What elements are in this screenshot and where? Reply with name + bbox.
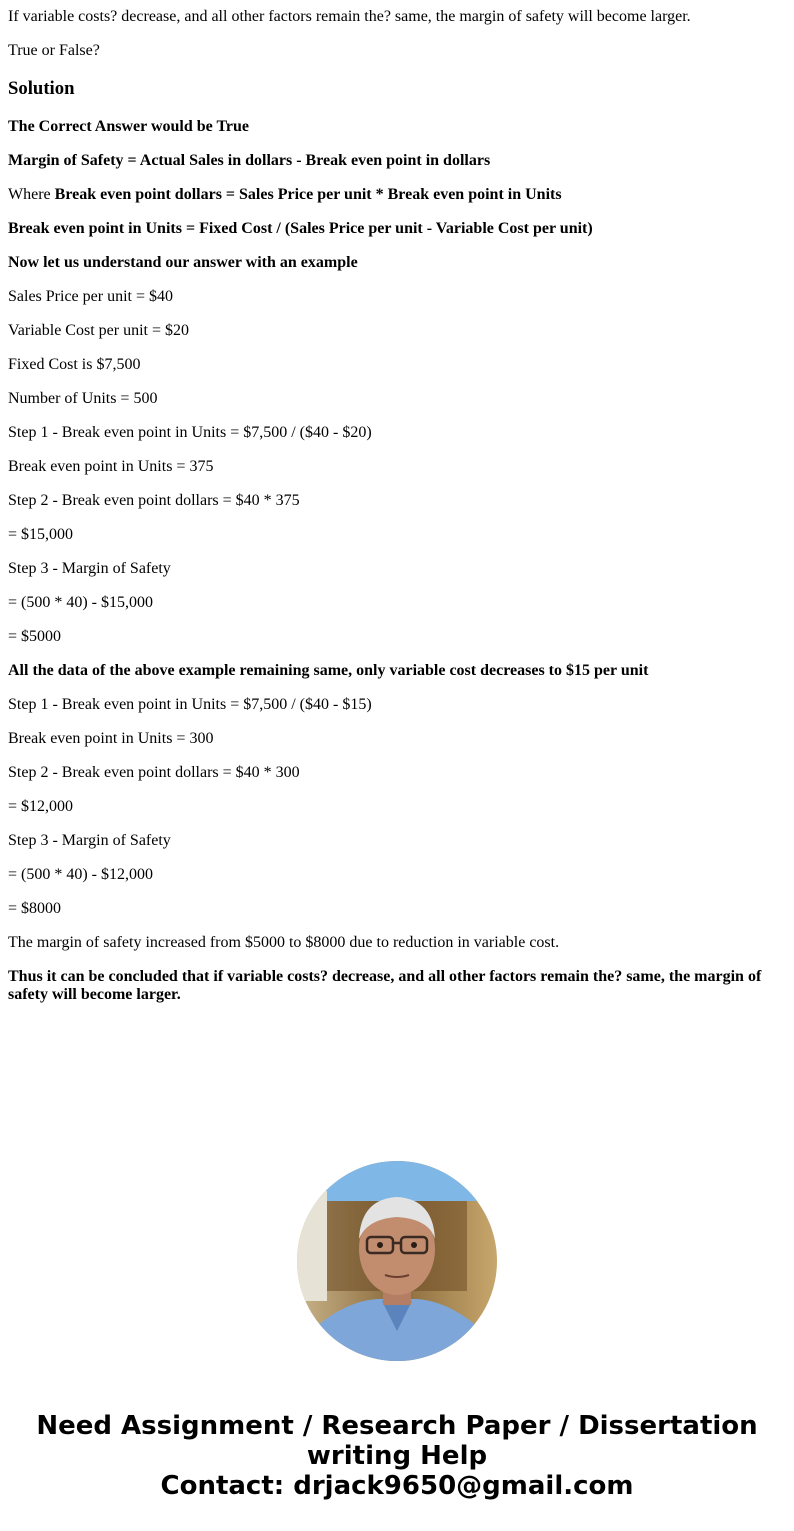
example2-line: Step 2 - Break even point dollars = $40 * 300: [8, 764, 300, 781]
example1-line: Fixed Cost is $7,500: [8, 356, 141, 373]
example1-line: Break even point in Units = 375: [8, 458, 214, 475]
example2-intro: All the data of the above example remaining same, only variable cost decreases to $15 per unit: [8, 662, 649, 679]
example1-line: Step 1 - Break even point in Units = $7,500 / ($40 - $20): [8, 424, 372, 441]
example1-line: = (500 * 40) - $15,000: [8, 594, 154, 611]
example2-line: = $8000: [8, 900, 62, 917]
question-prompt: True or False?: [8, 42, 100, 59]
where-prefix: Where: [8, 186, 55, 203]
footer-line: Need Assignment / Research Paper / Dissertation: [36, 1411, 758, 1441]
question-text: If variable costs? decrease, and all other factors remain the? same, the margin of safety will become larger.: [8, 8, 691, 25]
footer-ad: [0, 1411, 794, 1501]
formula-bep-units: Break even point in Units = Fixed Cost / (Sales Price per unit - Variable Cost per unit): [8, 220, 593, 237]
example1-line: Variable Cost per unit = $20: [8, 322, 189, 339]
footer-line: writing Help: [306, 1441, 488, 1471]
example1-line: Step 2 - Break even point dollars = $40 * 375: [8, 492, 300, 509]
example1-line: = $15,000: [8, 526, 74, 543]
avatar: [297, 1161, 497, 1361]
example1-line: Sales Price per unit = $40: [8, 288, 173, 305]
example1-line: Step 3 - Margin of Safety: [8, 560, 171, 577]
example2-line: Break even point in Units = 300: [8, 730, 214, 747]
portrait-photo: [297, 1161, 497, 1361]
answer-line: The Correct Answer would be True: [8, 118, 250, 135]
example1-line: = $5000: [8, 628, 62, 645]
solution-heading: Solution: [8, 78, 75, 99]
formula-margin-of-safety: Margin of Safety = Actual Sales in dollars - Break even point in dollars: [8, 152, 491, 169]
example2-line: Step 1 - Break even point in Units = $7,500 / ($40 - $15): [8, 696, 372, 713]
formula-bep-dollars: Where Break even point dollars = Sales Price per unit * Break even point in Units: [8, 186, 562, 203]
document-body: [0, 8, 794, 1004]
comparison-line: The margin of safety increased from $5000 to $8000 due to reduction in variable cost.: [8, 934, 560, 951]
example1-line: Number of Units = 500: [8, 390, 158, 407]
example-intro: Now let us understand our answer with an example: [8, 254, 358, 271]
example2-line: = (500 * 40) - $12,000: [8, 866, 154, 883]
conclusion-line: Thus it can be concluded that if variable costs? decrease, and all other factors remain the? same, the margin of safety will become larger.: [8, 968, 762, 1003]
example2-line: Step 3 - Margin of Safety: [8, 832, 171, 849]
footer-contact: Contact: drjack9650@gmail.com: [160, 1471, 634, 1501]
example2-line: = $12,000: [8, 798, 74, 815]
